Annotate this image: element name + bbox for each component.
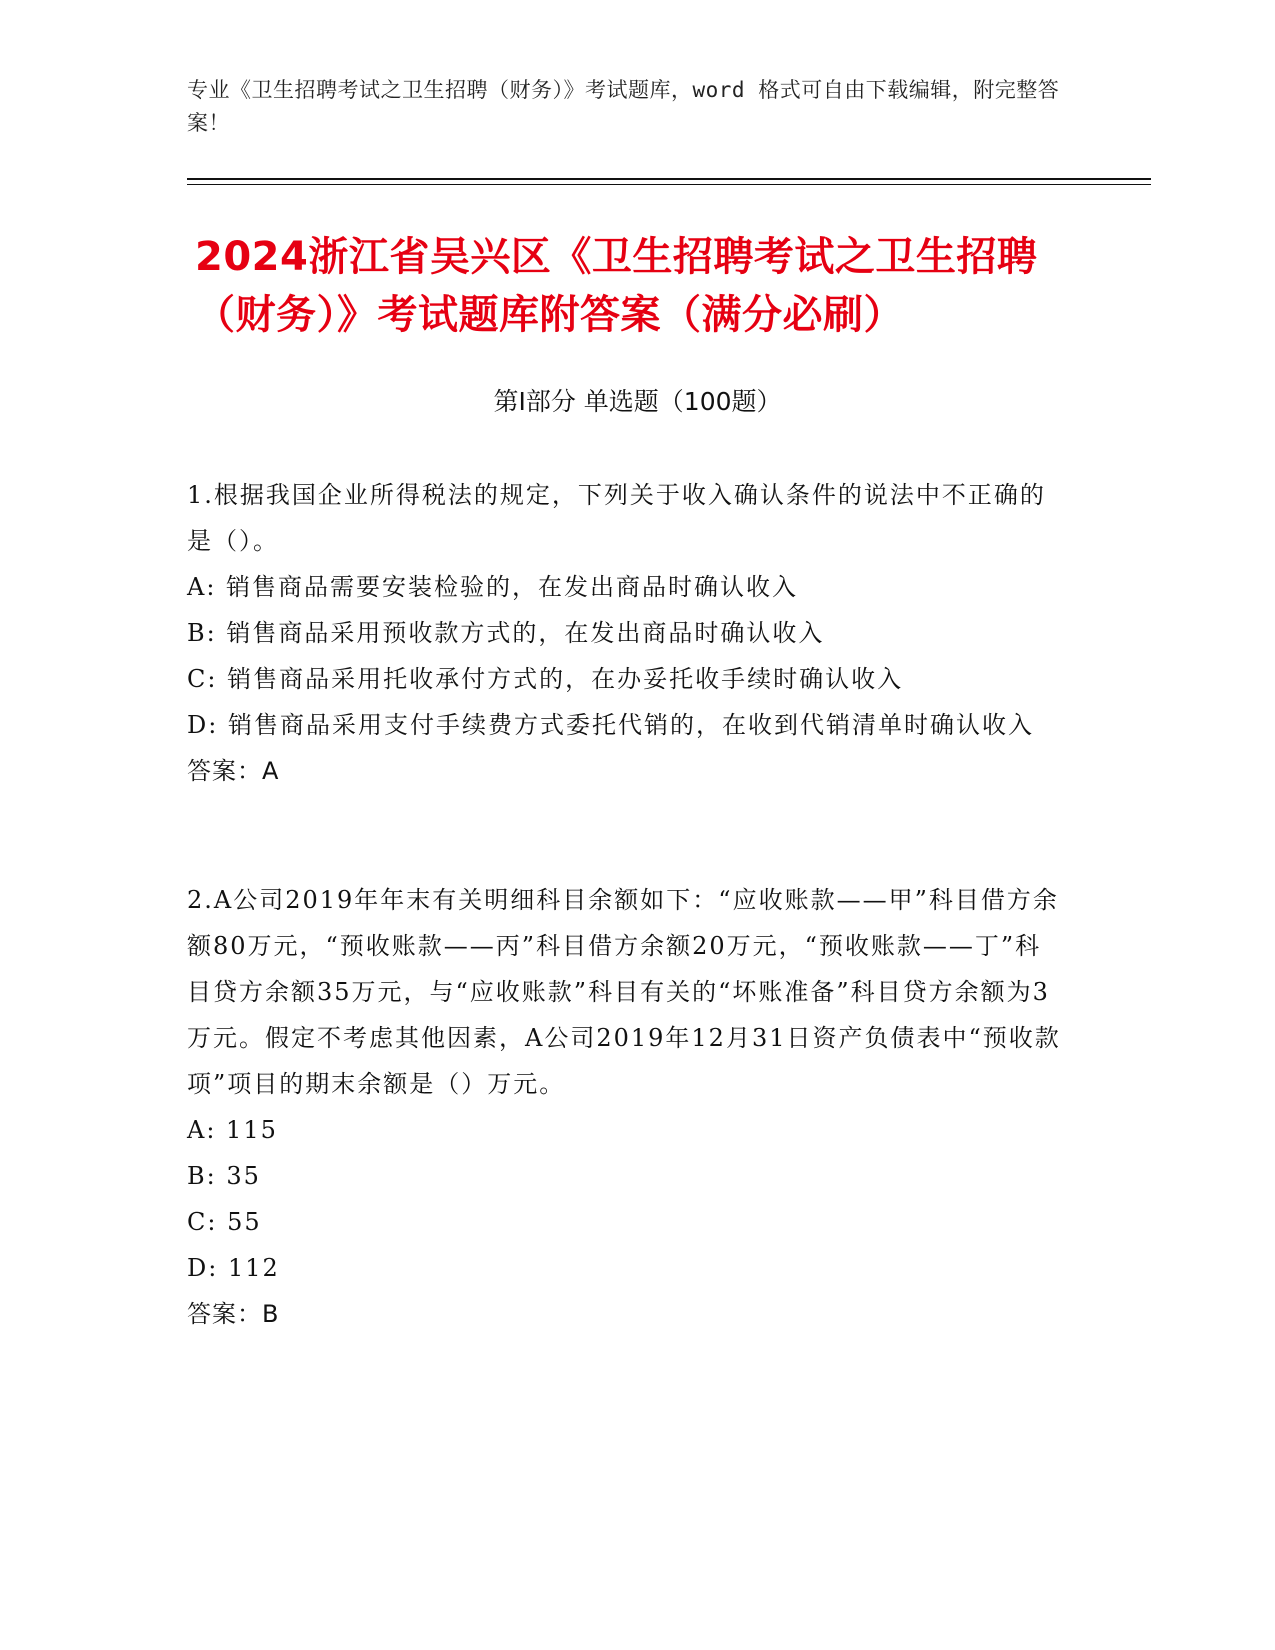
question-1 — [187, 472, 1067, 794]
option-a: A: 销售商品需要安装检验的，在发出商品时确认收入 — [187, 573, 799, 601]
option-c: C: 55 — [187, 1208, 262, 1236]
section-heading: 第Ⅰ部分 单选题（100题） — [493, 387, 782, 416]
question-2 — [187, 877, 1067, 1337]
answer-line: 答案：B — [187, 1300, 280, 1328]
option-d: D: 112 — [187, 1254, 280, 1282]
option-a: A: 115 — [187, 1116, 278, 1144]
header-divider-thin — [187, 184, 1151, 185]
question-stem: 1.根据我国企业所得税法的规定，下列关于收入确认条件的说法中不正确的是（）。 — [187, 481, 1046, 555]
header-note: 专业《卫生招聘考试之卫生招聘（财务）》考试题库，word 格式可自由下载编辑，附完整答案！ — [187, 78, 1060, 135]
option-b: B: 35 — [187, 1162, 261, 1190]
option-c: C: 销售商品采用托收承付方式的，在办妥托收手续时确认收入 — [187, 665, 904, 693]
answer-line: 答案：A — [187, 757, 280, 785]
option-b: B: 销售商品采用预收款方式的，在发出商品时确认收入 — [187, 619, 825, 647]
question-stem: 2.A公司2019年年末有关明细科目余额如下：“应收账款——甲”科目借方余额80万元，“预收账款——丙”科目借方余额20万元，“预收账款——丁”科目贷方余额35万元，与“应收账款”科目有关的“坏账准备”科目贷方余额为3万元。假定不考虑其他因素，A公司2019年12月31日资产负债表中“预收款项”项目的期末余额是（）万元。 — [187, 886, 1061, 1098]
header-divider — [187, 178, 1151, 180]
option-d: D: 销售商品采用支付手续费方式委托代销的，在收到代销清单时确认收入 — [187, 711, 1034, 739]
document-title: 2024浙江省吴兴区《卫生招聘考试之卫生招聘（财务）》考试题库附答案（满分必刷） — [195, 234, 1038, 338]
